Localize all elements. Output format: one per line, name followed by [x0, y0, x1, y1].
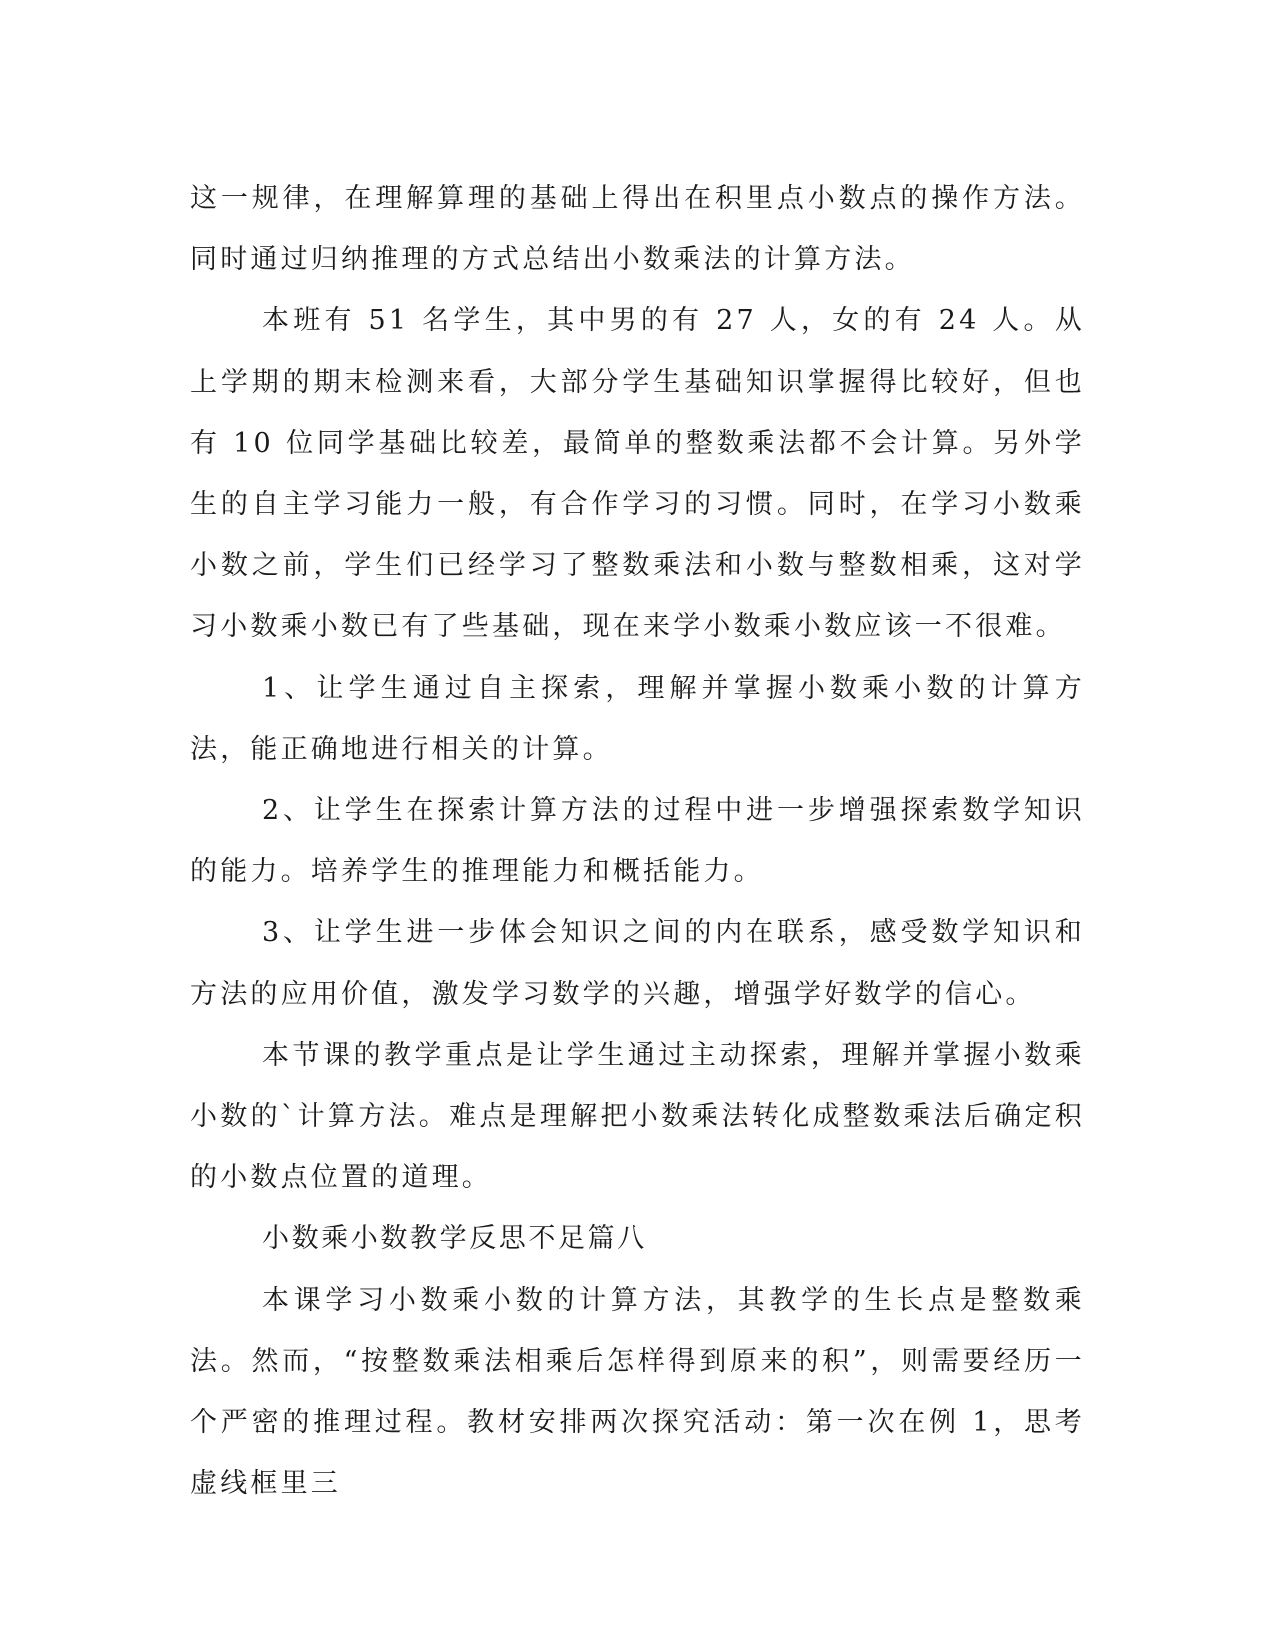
section-heading: 小数乘小数教学反思不足篇八 [262, 1223, 647, 1255]
paragraph-4: 2、让学生在探索计算方法的过程中进一步增强探索数学知识的能力。培养学生的推理能力和概括能力。 [190, 795, 1085, 888]
document-body [190, 168, 1085, 1514]
paragraph-2: 本班有 51 名学生，其中男的有 27 人，女的有 24 人。从上学期的期末检测来看，大部分学生基础知识掌握得比较好，但也有 10 位同学基础比较差，最简单的整数乘法都不会计算。另外学生的自主学习能力一般，有合作学习的习惯。同时，在学习小数乘小数之前，学生们已经学习了整数乘法和小数与整数相乘，这对学习小数乘小数已有了些基础，现在来学小数乘小数应该一不很难。 [190, 305, 1085, 643]
paragraph-3: 1、让学生通过自主探索，理解并掌握小数乘小数的计算方法，能正确地进行相关的计算。 [190, 672, 1085, 765]
paragraph-1: 这一规律，在理解算理的基础上得出在积里点小数点的操作方法。同时通过归纳推理的方式总结出小数乘法的计算方法。 [190, 183, 1085, 276]
paragraph-5: 3、让学生进一步体会知识之间的内在联系，感受数学知识和方法的应用价值，激发学习数学的兴趣，增强学好数学的信心。 [190, 917, 1085, 1010]
paragraph-8: 本课学习小数乘小数的计算方法，其教学的生长点是整数乘法。然而，“按整数乘法相乘后怎样得到原来的积”，则需要经历一个严密的推理过程。教材安排两次探究活动：第一次在例 1，思考虚线框里三 [190, 1284, 1085, 1500]
paragraph-6: 本节课的教学重点是让学生通过主动探索，理解并掌握小数乘小数的`计算方法。难点是理解把小数乘法转化成整数乘法后确定积的小数点位置的道理。 [190, 1039, 1085, 1194]
